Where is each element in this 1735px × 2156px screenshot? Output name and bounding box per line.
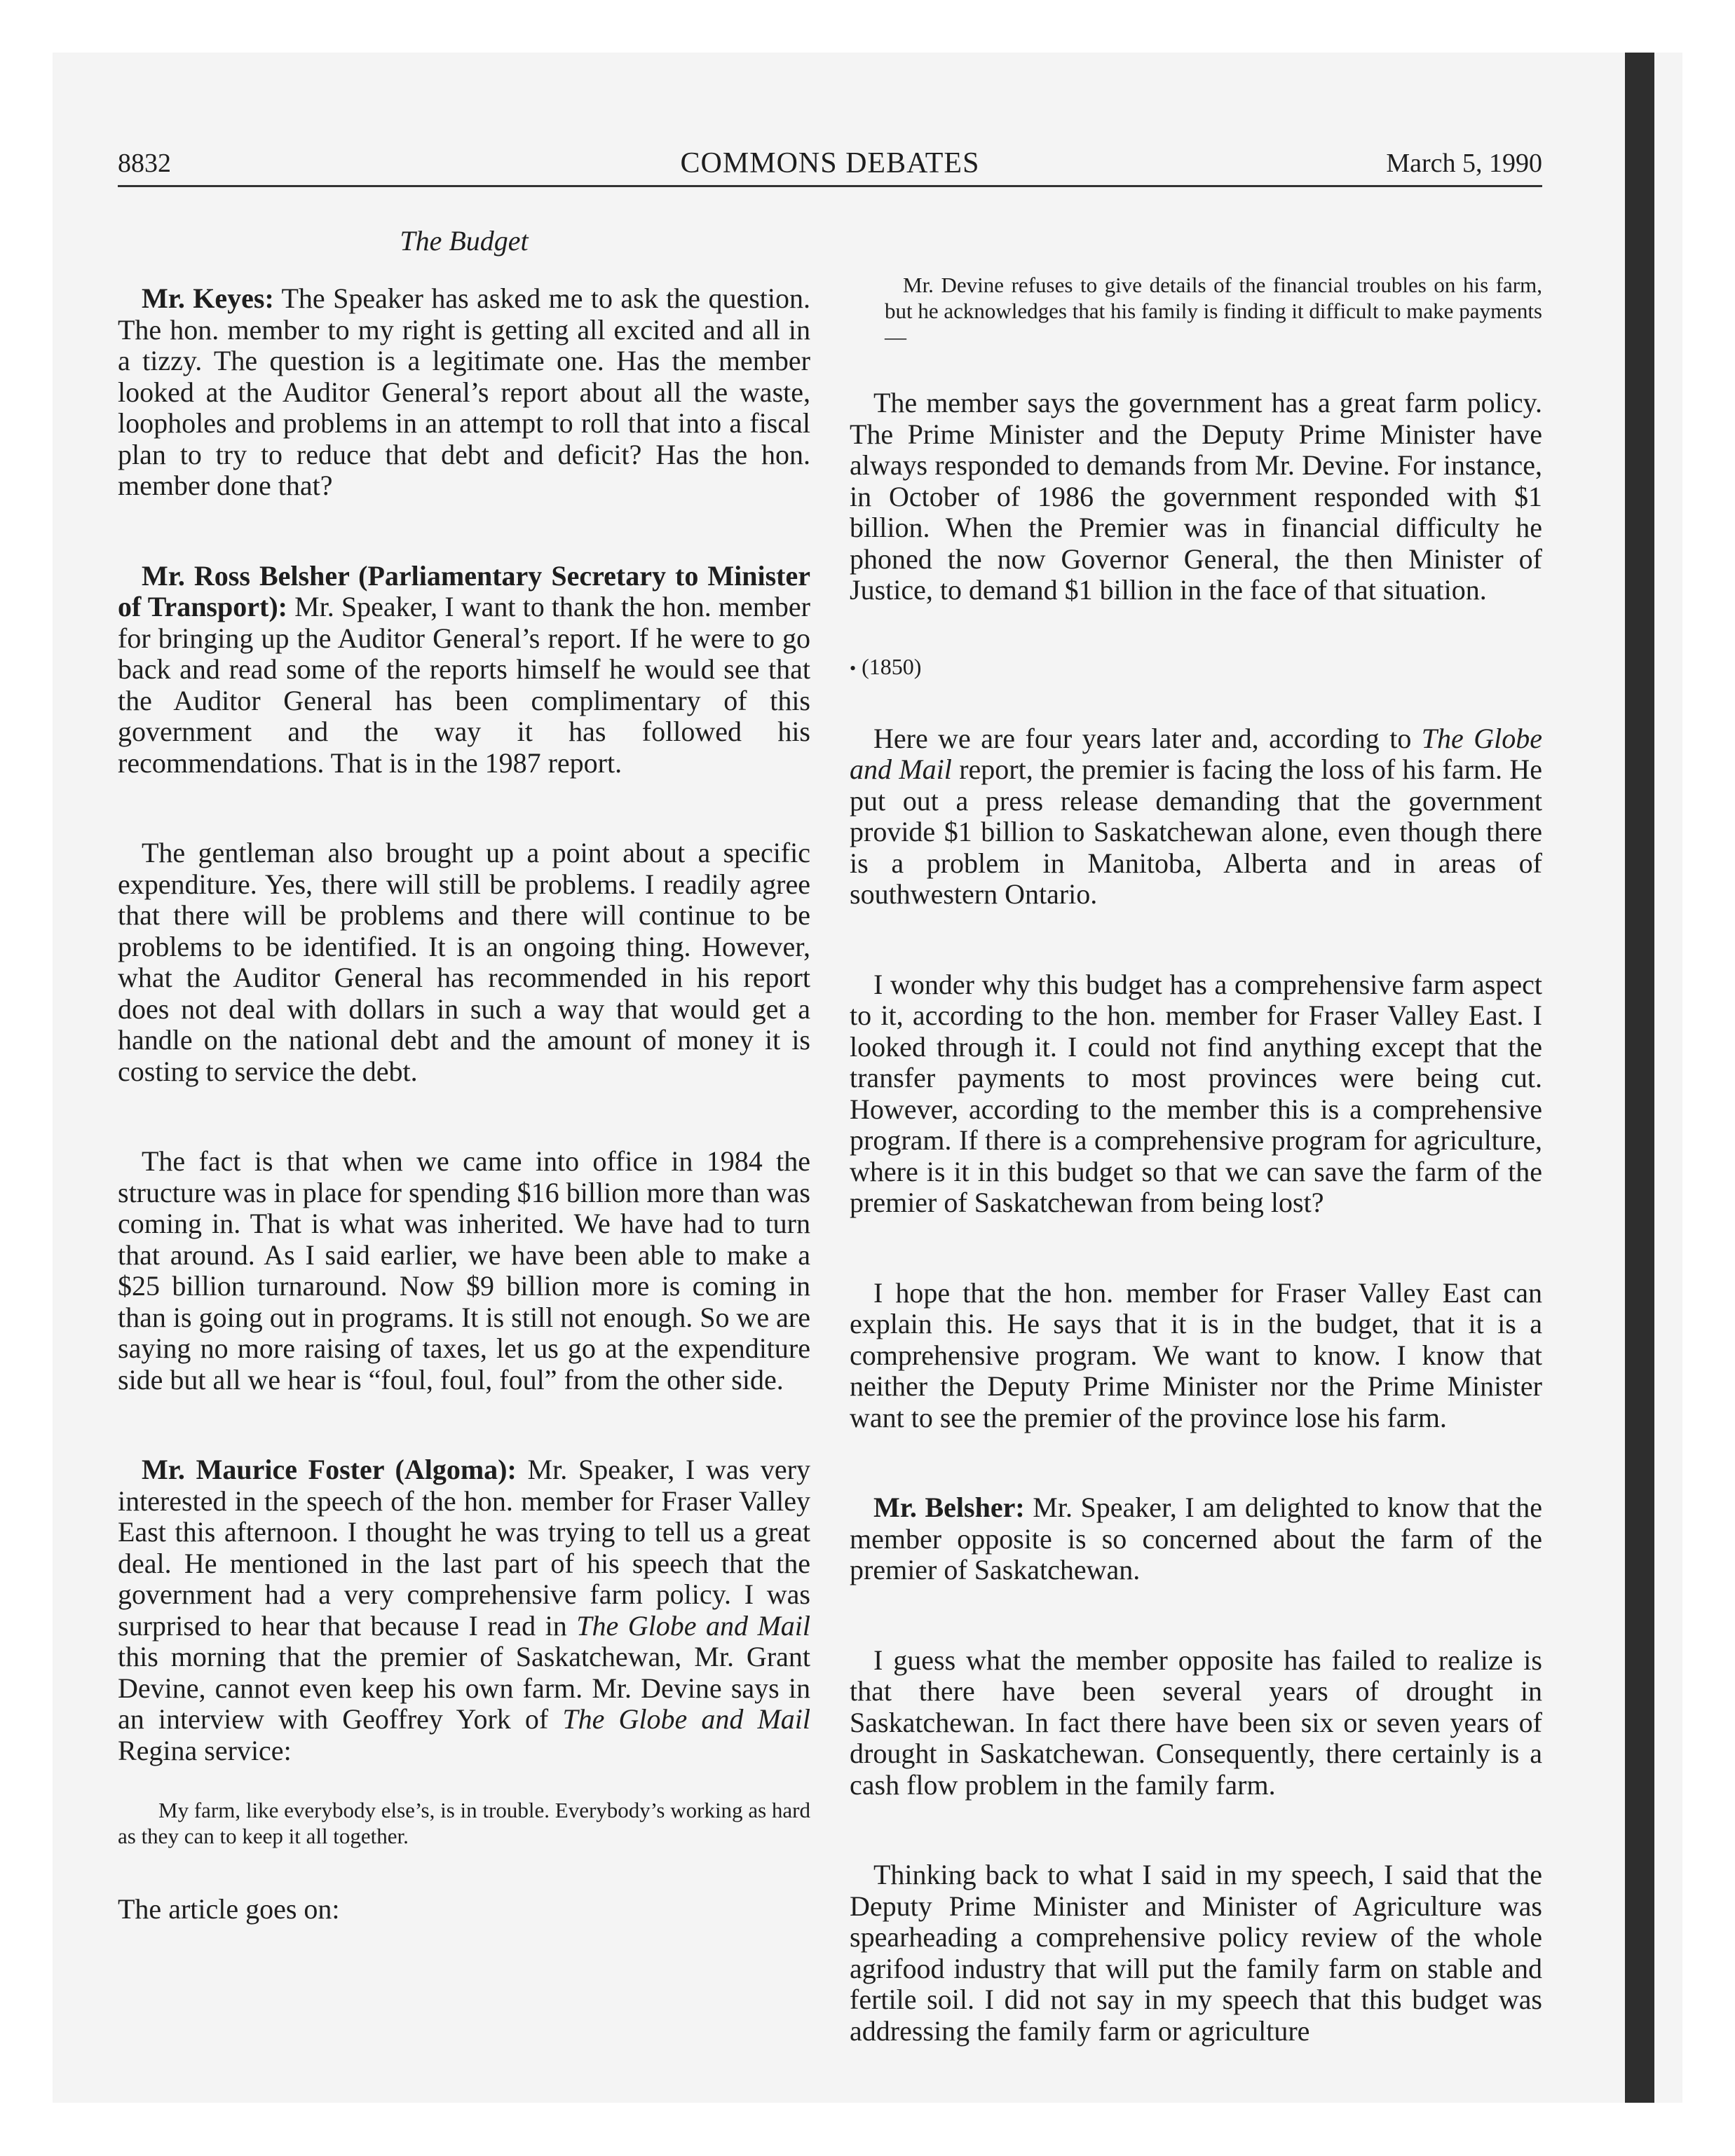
speaker-name: Mr. Ross Belsher (Parliamentary Secretary to Minister of Transport): bbox=[118, 559, 810, 622]
paragraph-text: Mr. Speaker, I want to thank the hon. member for bringing up the Auditor General’s report. If he were to go back and read some of the reports himself he would see that the Auditor General has been complimentary of this government and the way it has followed his recommendations. That is in the 1987 report. bbox=[118, 591, 810, 779]
block-quote: My farm, like everybody else’s, is in trouble. Everybody’s working as hard as they can to keep it all together. bbox=[118, 1798, 810, 1848]
section-title: The Budget bbox=[400, 225, 529, 257]
page-date: March 5, 1990 bbox=[1386, 149, 1542, 178]
time-marker bbox=[850, 653, 1542, 683]
paragraph-expenditure: The gentleman also brought up a point about a specific expenditure. Yes, there will still be problems. I readily agree that there will be problems and there will continue to be problems to be identified. It is an ongoing thing. However, what the Auditor General has recommended in his report does not deal with dollars in such a way that would get a handle on the national debt and the amount of money it is costing to service the debt. bbox=[118, 837, 810, 1087]
scan-edge-shadow bbox=[1625, 53, 1654, 2103]
paragraph-belsher bbox=[118, 561, 810, 779]
publication-name: The Globe and Mail bbox=[850, 722, 1542, 785]
paragraph-wonder: I wonder why this budget has a comprehensive farm aspect to it, according to the hon. member for Fraser Valley East. I looked through it. I could not find anything except that the transfer payments to most provinces were being cut. However, according to the member this is a comprehensive program. If there is a comprehensive program for agriculture, where is it in this budget so that we can save the farm of the premier of Saskatchewan from being lost? bbox=[850, 968, 1542, 1218]
header-rule bbox=[118, 185, 1542, 187]
left-column bbox=[118, 223, 810, 1925]
paragraph-foster bbox=[118, 1454, 810, 1766]
publication-name: The Globe and Mail bbox=[562, 1703, 810, 1735]
paragraph-belsher-reply bbox=[850, 1492, 1542, 1586]
publication-name: The Globe and Mail bbox=[576, 1609, 810, 1642]
right-column bbox=[850, 223, 1542, 2047]
paragraph-closing: The article goes on: bbox=[118, 1893, 340, 1925]
paragraph-farm-policy: The member says the government has a great farm policy. The Prime Minister and the Deputy Prime Minister have always responded to demands from Mr. Devine. For instance, in October of 1986 the government responded with $1 billion. When the Premier was in financial difficulty he phoned the now Governor General, the then Minister of Justice, to demand $1 billion in the face of that situation. bbox=[850, 387, 1542, 606]
paragraph-text: report, the premier is facing the loss of his farm. He put out a press release demanding that the government provide $1 billion to Saskatchewan alone, even though there is a problem in Manitoba, Alberta and in areas of southwestern Ontario. bbox=[850, 753, 1543, 910]
paragraph-hope: I hope that the hon. member for Fraser Valley East can explain this. He says that it is in the budget, that it is a comprehensive program. We want to know. I know that neither the Deputy Prime Minister nor the Prime Minister want to see the premier of the province lose his farm. bbox=[850, 1276, 1542, 1433]
speaker-name: Mr. Maurice Foster (Algoma): bbox=[142, 1454, 517, 1485]
paragraph-text: Here we are four years later and, according to bbox=[873, 722, 1422, 754]
paragraph-four-years bbox=[850, 723, 1542, 910]
paragraph-text: Mr. Speaker, I am delighted to know that the member opposite is so concerned about the farm of the premier of Saskatchewan. bbox=[850, 1492, 1542, 1585]
paragraph-text: Mr. Speaker, I was very interested in the speech of the hon. member for Fraser Valley East this afternoon. I thought he was trying to tell us a great deal. He mentioned in the last part of his speech that the government had a very comprehensive farm policy. I was surprised to hear that because I read in bbox=[118, 1454, 810, 1642]
paragraph-text: The Speaker has asked me to ask the question. The hon. member to my right is getting all excited and all in a tizzy. The question is a legitimate one. Has the member looked at the Auditor General’s report about all the waste, loopholes and problems in an attempt to roll that into a fiscal plan to try to reduce that debt and deficit? Has the hon. member done that? bbox=[118, 282, 811, 501]
paragraph-keyes bbox=[118, 283, 810, 502]
page-number: 8832 bbox=[118, 149, 171, 178]
block-quote: Mr. Devine refuses to give details of the financial troubles on his farm, but he acknowledges that his family is finding it difficult to make payments— bbox=[885, 273, 1542, 349]
bullet-icon: • bbox=[850, 657, 857, 678]
publication-title: COMMONS DEBATES bbox=[680, 147, 980, 179]
paragraph-drought: I guess what the member opposite has failed to realize is that there have been several years of drought in Saskatchewan. In fact there have been six or seven years of drought in Saskatchewan. Consequently, there certainly is a cash flow problem in the family farm. bbox=[850, 1644, 1542, 1801]
time-stamp: (1850) bbox=[856, 653, 922, 679]
speaker-name: Mr. Belsher: bbox=[873, 1492, 1025, 1523]
speaker-name: Mr. Keyes: bbox=[142, 282, 274, 314]
page-header bbox=[118, 144, 1542, 183]
paragraph-fact: The fact is that when we came into office in 1984 the structure was in place for spending $16 billion more than was coming in. That is what was inherited. We have had to turn that around. As I said earlier, we have been able to make a $25 billion turnaround. Now $9 billion more is coming in than is going out in programs. It is still not enough. So we are saying no more raising of taxes, let us go at the expenditure side but all we hear is “foul, foul, foul” from the other side. bbox=[118, 1145, 810, 1396]
paragraph-thinking-back: Thinking back to what I said in my speech, I said that the Deputy Prime Minister and Minister of Agriculture was spearheading a comprehensive policy review of the whole agrifood industry that will put the family farm on stable and fertile soil. I did not say in my speech that this budget was addressing the family farm or agriculture bbox=[850, 1859, 1542, 2047]
paragraph-text: Regina service: bbox=[118, 1734, 292, 1766]
paragraph-text: this morning that the premier of Saskatchewan, Mr. Grant Devine, cannot even keep his own farm. Mr. Devine says in an interview with Geoffrey York of bbox=[118, 1641, 810, 1735]
